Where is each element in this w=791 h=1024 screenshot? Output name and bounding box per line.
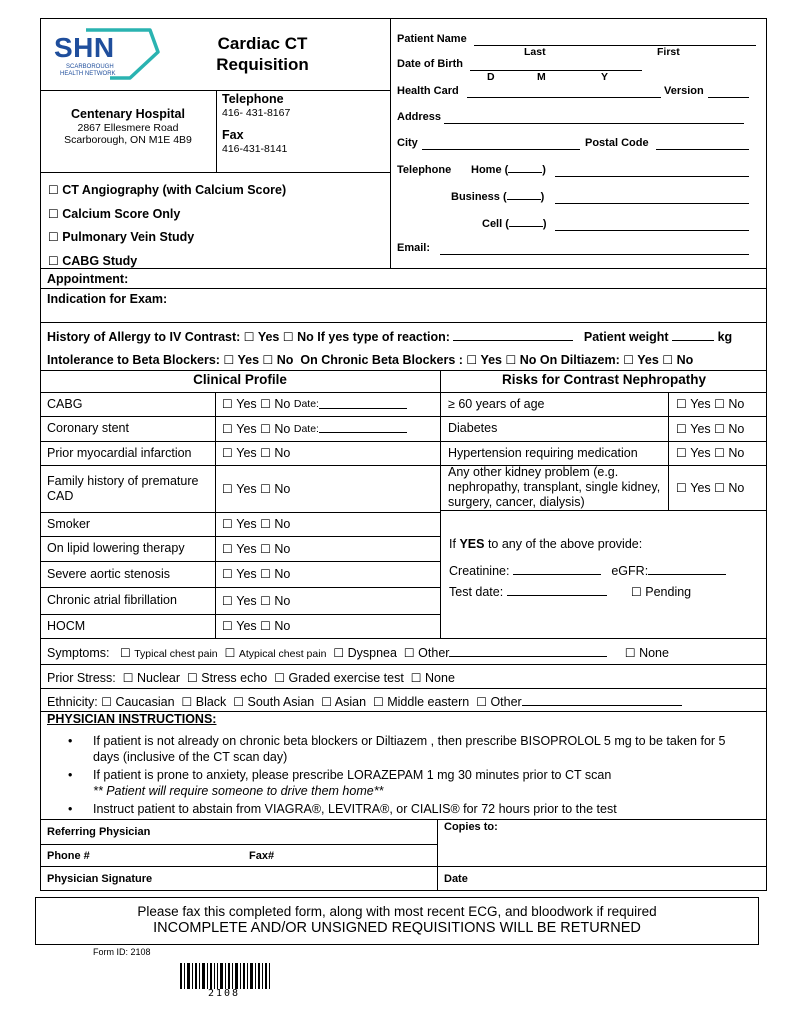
checkbox-icon[interactable]: ☐ bbox=[676, 421, 687, 436]
dob-y: Y bbox=[601, 71, 609, 83]
checkbox-icon[interactable]: ☐ bbox=[260, 619, 271, 633]
logo-subtitle-1: SCARBOROUGH bbox=[66, 64, 114, 70]
checkbox-icon[interactable]: ☐ bbox=[222, 541, 233, 556]
checkbox-icon[interactable]: ☐ bbox=[48, 183, 59, 197]
divider bbox=[40, 688, 767, 689]
no-label: No bbox=[274, 397, 291, 411]
notice-box bbox=[35, 897, 759, 945]
home-phone-label: Home ( ) bbox=[471, 164, 546, 176]
divider bbox=[40, 819, 767, 820]
logo-subtitle-2: HEALTH NETWORK bbox=[60, 71, 116, 77]
checkbox-icon[interactable]: ☐ bbox=[714, 480, 725, 495]
city-field[interactable] bbox=[422, 137, 580, 150]
checkbox-icon[interactable]: ☐ bbox=[222, 397, 233, 411]
checkbox-icon[interactable]: ☐ bbox=[122, 671, 134, 685]
dob-field[interactable] bbox=[470, 58, 642, 71]
yes-label: Yes bbox=[236, 481, 257, 496]
health-card-field[interactable] bbox=[467, 85, 661, 98]
clinical-row-options bbox=[222, 416, 407, 441]
ethnicity-option: Other bbox=[490, 695, 522, 709]
checkbox-icon[interactable]: ☐ bbox=[714, 446, 725, 460]
divider bbox=[40, 370, 767, 371]
checkbox-icon[interactable]: ☐ bbox=[222, 619, 233, 633]
email-field[interactable] bbox=[440, 242, 749, 255]
checkbox-icon[interactable]: ☐ bbox=[333, 646, 345, 660]
no-label: No bbox=[728, 421, 745, 436]
yes-label: Yes bbox=[236, 567, 257, 581]
checkbox-icon[interactable]: ☐ bbox=[260, 421, 271, 436]
row-divider bbox=[440, 510, 767, 511]
no-label: No bbox=[728, 446, 745, 460]
clinical-row-options bbox=[222, 512, 290, 536]
clinical-row-options bbox=[222, 587, 290, 614]
title-line-2: Requisition bbox=[216, 55, 309, 74]
study-ct-angiography[interactable] bbox=[48, 179, 286, 203]
patient-name-label: Patient Name bbox=[397, 33, 467, 45]
yes-label: Yes bbox=[637, 353, 659, 367]
study-label: CT Angiography (with Calcium Score) bbox=[62, 183, 287, 197]
creatinine-row bbox=[449, 564, 726, 578]
appointment-label: Appointment: bbox=[47, 272, 129, 286]
clinical-row-options bbox=[222, 614, 290, 638]
no-label: No bbox=[728, 397, 745, 411]
checkbox-icon[interactable]: ☐ bbox=[260, 446, 271, 460]
symptoms-row bbox=[47, 646, 669, 660]
checkbox-icon[interactable]: ☐ bbox=[48, 253, 59, 268]
checkbox-icon[interactable]: ☐ bbox=[101, 695, 112, 709]
none-label: None bbox=[639, 646, 669, 660]
checkbox-icon[interactable]: ☐ bbox=[222, 421, 233, 436]
instruction-1 bbox=[93, 733, 763, 765]
ethnicity-option: Black bbox=[195, 695, 227, 709]
no-label: No bbox=[274, 567, 291, 581]
study-cabg[interactable] bbox=[48, 250, 286, 274]
risk-row-label: Hypertension requiring medication bbox=[448, 445, 638, 460]
test-date-field[interactable] bbox=[507, 595, 607, 596]
other-field[interactable] bbox=[449, 656, 607, 657]
risk-row-options bbox=[676, 441, 744, 465]
checkbox-icon[interactable]: ☐ bbox=[222, 517, 233, 531]
yes-label: Yes bbox=[690, 480, 711, 495]
study-calcium-score[interactable] bbox=[48, 203, 286, 227]
divider bbox=[40, 90, 390, 91]
test-date-row bbox=[449, 585, 691, 599]
divider bbox=[668, 392, 669, 510]
instruction-1-line-2: days (inclusive of the CT scan day) bbox=[93, 750, 288, 764]
notice-line-2: INCOMPLETE AND/OR UNSIGNED REQUISITIONS WILL BE RETURNED bbox=[153, 920, 641, 936]
barcode-icon bbox=[180, 963, 272, 989]
title-line-1: Cardiac CT bbox=[217, 34, 308, 53]
date-label: Date: bbox=[293, 422, 319, 435]
address-field[interactable] bbox=[444, 111, 744, 124]
no-label: No bbox=[676, 353, 694, 367]
instruction-bullet: • bbox=[68, 768, 73, 782]
symptoms-label: Symptoms: bbox=[47, 646, 110, 660]
provide-label: to any of the above provide: bbox=[487, 537, 643, 551]
checkbox-icon[interactable]: ☐ bbox=[714, 421, 725, 436]
checkbox-icon[interactable]: ☐ bbox=[372, 695, 384, 709]
clinical-row-options bbox=[222, 561, 290, 587]
checkbox-icon[interactable]: ☐ bbox=[243, 330, 255, 344]
fax-value: 416-431-8141 bbox=[222, 143, 288, 155]
instruction-3: Instruct patient to abstain from VIAGRA®, LEVITRA®, or CIALIS® for 72 hours prior to the test bbox=[93, 802, 617, 816]
study-options bbox=[48, 179, 286, 273]
checkbox-icon[interactable]: ☐ bbox=[466, 353, 478, 367]
copies-to-label[interactable]: Copies to: bbox=[444, 821, 498, 833]
fax-label: Fax bbox=[222, 128, 244, 142]
yes-label: Yes bbox=[690, 421, 711, 436]
instruction-2 bbox=[93, 767, 763, 799]
checkbox-icon[interactable]: ☐ bbox=[233, 695, 245, 709]
notice-line-1: Please fax this completed form, along with most recent ECG, and bloodwork if required bbox=[137, 904, 657, 919]
chronic-beta-label: On Chronic Beta Blockers : bbox=[300, 353, 463, 367]
clinical-row-label: On lipid lowering therapy bbox=[47, 541, 185, 555]
no-label: No bbox=[728, 480, 745, 495]
clinical-row-options bbox=[222, 536, 290, 561]
hospital-name: Centenary Hospital bbox=[71, 107, 185, 121]
egfr-field[interactable] bbox=[648, 574, 726, 575]
address-label: Address bbox=[397, 111, 442, 123]
prior-stress-row bbox=[47, 671, 455, 685]
beta-blocker-line bbox=[47, 353, 693, 367]
yes-label: Yes bbox=[690, 397, 711, 411]
patient-telephone-label: Telephone bbox=[397, 164, 452, 176]
risk-row-label: ≥ 60 years of age bbox=[448, 396, 545, 411]
divider bbox=[437, 819, 438, 891]
no-label: No bbox=[274, 593, 291, 608]
clinical-row-label: Smoker bbox=[47, 516, 91, 531]
weight-label: Patient weight bbox=[583, 330, 669, 344]
graded-exercise-label: Graded exercise test bbox=[288, 671, 404, 685]
divider bbox=[40, 268, 767, 269]
study-label: Calcium Score Only bbox=[62, 206, 181, 221]
checkbox-icon[interactable]: ☐ bbox=[260, 397, 271, 411]
telephone-value: 416- 431-8167 bbox=[222, 107, 291, 119]
business-label: Business bbox=[451, 191, 500, 203]
logo-text: SHN bbox=[54, 32, 115, 63]
checkbox-icon[interactable]: ☐ bbox=[48, 206, 59, 221]
allergy-label: History of Allergy to IV Contrast: bbox=[47, 330, 241, 344]
divider bbox=[216, 90, 217, 172]
test-date-label: Test date: bbox=[449, 585, 504, 599]
typical-chest-pain-label: Typical chest pain bbox=[134, 648, 218, 660]
page-title bbox=[180, 33, 345, 75]
yes-label: Yes bbox=[236, 446, 257, 460]
none-label: None bbox=[425, 671, 455, 685]
no-label: No bbox=[274, 421, 291, 436]
home-phone-field[interactable] bbox=[555, 164, 749, 177]
no-label: No bbox=[274, 446, 291, 460]
checkbox-icon[interactable]: ☐ bbox=[676, 397, 687, 411]
yes-label: Yes bbox=[236, 517, 257, 531]
cell-label: Cell bbox=[482, 218, 503, 230]
ethnicity-row bbox=[47, 695, 682, 709]
checkbox-icon[interactable]: ☐ bbox=[476, 695, 487, 709]
patient-name-field[interactable] bbox=[474, 33, 756, 46]
physician-signature-label[interactable]: Physician Signature bbox=[47, 873, 153, 885]
business-phone-label: Business ( ) bbox=[451, 191, 545, 203]
yes-label: Yes bbox=[690, 446, 711, 460]
other-label: Other bbox=[418, 646, 450, 660]
date-label: Date: bbox=[293, 398, 319, 410]
weight-field[interactable] bbox=[672, 340, 714, 341]
no-label: No bbox=[297, 330, 314, 344]
home-label: Home bbox=[471, 164, 502, 176]
clinical-row-label: Severe aortic stenosis bbox=[47, 566, 170, 581]
dob-m: M bbox=[537, 71, 546, 83]
stress-echo-label: Stress echo bbox=[201, 671, 268, 685]
checkbox-icon[interactable]: ☐ bbox=[181, 695, 193, 709]
no-label: No bbox=[274, 541, 291, 556]
no-label: No bbox=[519, 353, 537, 367]
version-label: Version bbox=[664, 85, 704, 97]
no-label: No bbox=[274, 517, 291, 531]
checkbox-icon[interactable]: ☐ bbox=[676, 480, 687, 495]
checkbox-icon[interactable]: ☐ bbox=[222, 593, 233, 608]
yes-label: Yes bbox=[480, 353, 502, 367]
divider bbox=[40, 172, 390, 173]
shn-logo bbox=[50, 26, 165, 84]
divider bbox=[390, 18, 391, 268]
clinical-row-label: Family history of premature CAD bbox=[47, 473, 199, 503]
fax-number-label[interactable]: Fax# bbox=[249, 850, 275, 862]
checkbox-icon[interactable]: ☐ bbox=[260, 567, 271, 581]
health-card-label: Health Card bbox=[397, 85, 459, 97]
version-field[interactable] bbox=[708, 85, 749, 98]
yes-label: Yes bbox=[236, 541, 257, 556]
referring-physician-label[interactable]: Referring Physician bbox=[47, 826, 151, 838]
no-label: No bbox=[274, 481, 291, 496]
checkbox-icon[interactable]: ☐ bbox=[403, 646, 415, 660]
study-pulmonary-vein[interactable] bbox=[48, 226, 286, 250]
risk-row-options bbox=[676, 416, 744, 441]
atypical-chest-pain-label: Atypical chest pain bbox=[238, 648, 327, 660]
checkbox-icon[interactable]: ☐ bbox=[631, 585, 642, 599]
checkbox-icon[interactable]: ☐ bbox=[260, 593, 271, 608]
kg-label: kg bbox=[717, 330, 733, 344]
instructions-header: PHYSICIAN INSTRUCTIONS: bbox=[47, 712, 217, 726]
checkbox-icon[interactable]: ☐ bbox=[262, 353, 274, 367]
cell-phone-field[interactable] bbox=[555, 218, 749, 231]
no-label: No bbox=[274, 619, 291, 633]
divider bbox=[40, 322, 767, 323]
ethnicity-option: Middle eastern bbox=[387, 695, 470, 709]
clinical-row-label: Coronary stent bbox=[47, 421, 129, 435]
checkbox-icon[interactable]: ☐ bbox=[260, 517, 271, 531]
instruction-bullet: • bbox=[68, 802, 73, 816]
clinical-row-label: Prior myocardial infarction bbox=[47, 445, 192, 460]
indication-label: Indication for Exam: bbox=[47, 292, 168, 306]
postal-code-field[interactable] bbox=[656, 137, 749, 150]
barcode-text: 2108 bbox=[208, 988, 241, 999]
creatinine-label: Creatinine: bbox=[449, 564, 510, 578]
yes-label: Yes bbox=[237, 353, 260, 367]
checkbox-icon[interactable]: ☐ bbox=[505, 353, 517, 367]
checkbox-icon[interactable]: ☐ bbox=[222, 481, 233, 496]
nuclear-label: Nuclear bbox=[136, 671, 181, 685]
hospital-address-1: 2867 Ellesmere Road bbox=[77, 122, 179, 134]
business-phone-field[interactable] bbox=[555, 191, 749, 204]
clinical-row-label: Chronic atrial fibrillation bbox=[47, 593, 177, 607]
ethnicity-other-field[interactable] bbox=[522, 705, 682, 706]
form-id: Form ID: 2108 bbox=[93, 947, 151, 957]
cell-phone-label: Cell ( ) bbox=[482, 218, 547, 230]
first-label: First bbox=[657, 46, 680, 58]
checkbox-icon[interactable]: ☐ bbox=[260, 541, 271, 556]
egfr-label: eGFR: bbox=[611, 564, 649, 578]
checkbox-icon[interactable]: ☐ bbox=[676, 446, 687, 460]
checkbox-icon[interactable]: ☐ bbox=[274, 671, 285, 685]
instruction-2-line-2: ** Patient will require someone to drive them home** bbox=[93, 784, 384, 798]
checkbox-icon[interactable]: ☐ bbox=[224, 646, 236, 660]
last-label: Last bbox=[524, 46, 546, 58]
reaction-label: If yes type of reaction: bbox=[317, 330, 450, 344]
checkbox-icon[interactable]: ☐ bbox=[187, 671, 198, 685]
clinical-row-label: CABG bbox=[47, 396, 83, 411]
risks-header: Risks for Contrast Nephropathy bbox=[501, 372, 707, 387]
checkbox-icon[interactable]: ☐ bbox=[662, 353, 674, 367]
checkbox-icon[interactable]: ☐ bbox=[282, 330, 294, 344]
instruction-bullet: • bbox=[68, 734, 73, 748]
diltiazem-label: On Diltiazem: bbox=[539, 353, 620, 367]
creatinine-field[interactable] bbox=[513, 574, 601, 575]
risk-followup-text bbox=[449, 537, 642, 551]
yes-label: Yes bbox=[257, 330, 280, 344]
divider bbox=[40, 638, 767, 639]
yes-emphasis: YES bbox=[459, 537, 485, 551]
instruction-1-line-1: If patient is not already on chronic beta blockers or Diltiazem , then prescribe BISOPROLOL 5 mg to be taken for 5 bbox=[93, 734, 726, 748]
beta-intolerance-label: Intolerance to Beta Blockers: bbox=[47, 353, 220, 367]
allergy-line bbox=[47, 330, 732, 344]
clinical-row-label: HOCM bbox=[47, 618, 86, 633]
yes-label: Yes bbox=[236, 397, 257, 411]
risk-row-label: Any other kidney problem (e.g. nephropathy, transplant, single kidney, surgery, cancer, dialysis) bbox=[448, 465, 661, 509]
date-label[interactable]: Date bbox=[444, 873, 468, 885]
divider bbox=[40, 866, 767, 867]
clinical-row-options bbox=[222, 465, 290, 512]
checkbox-icon[interactable]: ☐ bbox=[321, 695, 332, 709]
checkbox-icon[interactable]: ☐ bbox=[223, 353, 235, 367]
study-label: Pulmonary Vein Study bbox=[62, 230, 195, 244]
phone-label[interactable]: Phone # bbox=[47, 850, 90, 862]
checkbox-icon[interactable]: ☐ bbox=[624, 646, 636, 660]
ethnicity-label: Ethnicity: bbox=[47, 695, 98, 709]
risk-row-label: Diabetes bbox=[448, 421, 498, 435]
date-field[interactable] bbox=[319, 408, 407, 409]
dyspnea-label: Dyspnea bbox=[347, 646, 397, 660]
checkbox-icon[interactable]: ☐ bbox=[410, 671, 422, 685]
divider bbox=[40, 844, 437, 845]
divider bbox=[40, 664, 767, 665]
divider bbox=[40, 288, 767, 289]
ethnicity-option: Asian bbox=[334, 695, 367, 709]
divider bbox=[440, 370, 441, 638]
checkbox-icon[interactable]: ☐ bbox=[222, 567, 233, 581]
dob-label: Date of Birth bbox=[397, 58, 463, 70]
yes-label: Yes bbox=[236, 593, 257, 608]
dob-d: D bbox=[487, 71, 495, 83]
telephone-label: Telephone bbox=[222, 92, 284, 106]
hospital-address-2: Scarborough, ON M1E 4B9 bbox=[64, 134, 192, 146]
study-label: CABG Study bbox=[62, 253, 138, 268]
clinical-row-options bbox=[222, 441, 290, 465]
yes-label: Yes bbox=[236, 619, 257, 633]
if-label: If bbox=[449, 537, 456, 551]
checkbox-icon[interactable]: ☐ bbox=[714, 397, 725, 411]
clinical-row-options bbox=[222, 392, 407, 416]
pending-label: Pending bbox=[645, 585, 692, 599]
no-label: No bbox=[276, 353, 294, 367]
city-label: City bbox=[397, 137, 418, 149]
checkbox-icon[interactable]: ☐ bbox=[119, 646, 131, 660]
checkbox-icon[interactable]: ☐ bbox=[222, 446, 233, 460]
clinical-profile-header: Clinical Profile bbox=[193, 372, 287, 387]
risk-row-options bbox=[676, 392, 744, 416]
email-label: Email: bbox=[397, 242, 431, 254]
postal-code-label: Postal Code bbox=[585, 137, 649, 149]
instruction-2-line-1: If patient is prone to anxiety, please prescribe LORAZEPAM 1 mg 30 minutes prior to CT scan bbox=[93, 768, 612, 782]
checkbox-icon[interactable]: ☐ bbox=[48, 230, 59, 244]
checkbox-icon[interactable]: ☐ bbox=[260, 481, 271, 496]
checkbox-icon[interactable]: ☐ bbox=[623, 353, 635, 367]
ethnicity-option: Caucasian bbox=[115, 695, 175, 709]
ethnicity-option: South Asian bbox=[247, 695, 315, 709]
reaction-field[interactable] bbox=[453, 340, 573, 341]
yes-label: Yes bbox=[236, 421, 257, 436]
date-field[interactable] bbox=[319, 432, 407, 433]
prior-stress-label: Prior Stress: bbox=[47, 671, 116, 685]
risk-row-options bbox=[676, 465, 744, 510]
divider bbox=[215, 392, 216, 638]
